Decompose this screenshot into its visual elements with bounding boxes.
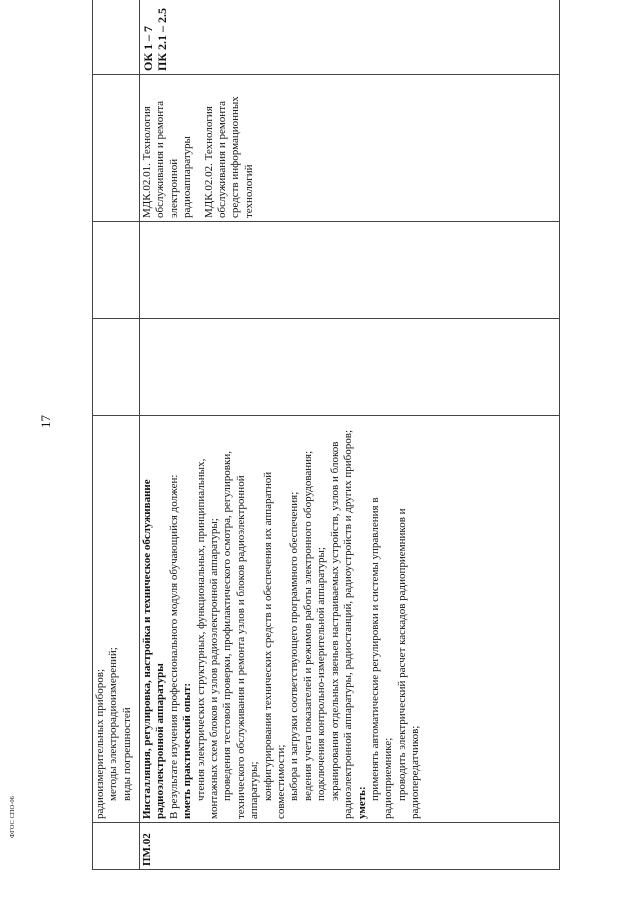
competency-cell (140, 0, 560, 75)
module-content-cell (140, 416, 560, 823)
rotated-table-container (92, 7, 560, 870)
table-row (140, 0, 560, 870)
empty-cell (140, 222, 560, 319)
practice-item: выбора и загрузки соответствующего программного обеспечения; (288, 491, 301, 801)
skills-item: применять автоматические регулировки и системы управления в радиоприемнике; (368, 497, 395, 819)
footer: ФГОС СПО-06 (9, 796, 16, 838)
content-cell (93, 416, 140, 823)
skills-heading: уметь: (355, 786, 368, 819)
practice-item: чтения электрических структурных, функциональных, принципиальных, монтажных схем блоков и узлов радиоэлектронной аппаратуры; (194, 458, 221, 819)
practice-heading: иметь практический опыт: (181, 682, 194, 819)
practice-item: подключения контрольно-измерительной аппаратуры; (315, 547, 328, 801)
empty-cell (93, 75, 140, 222)
skills-item: проводить электрический расчет каскадов радиоприемников и радиопередатчиков; (395, 508, 422, 819)
content-line: методы электрорадиоизмерений; (107, 647, 120, 801)
mdk-cell (140, 75, 560, 222)
competency-item: ПК 2.1 – 2.5 (155, 7, 169, 71)
content-line: радиоизмерительных приборов; (94, 668, 106, 819)
page-number: 17 (38, 415, 53, 428)
practice-item: экранирования отдельных звеньев настраиваемых устройств, узлов и блоков радиоэлектронной аппаратуры, радиостанций, радиоустройств и других приборов; (328, 429, 355, 819)
practice-item: конфигурирования технических средств и обеспечения их аппаратной совместимости; (261, 471, 288, 819)
content-line: виды погрешностей (120, 707, 133, 801)
empty-cell (93, 222, 140, 319)
module-code: ПМ.02 (140, 823, 560, 870)
empty-cell (140, 319, 560, 416)
module-intro: В результате изучения профессионального модуля обучающийся должен: (167, 474, 180, 819)
table-row (93, 0, 140, 870)
practice-item: ведения учета показателей и режимов работы электронного оборудования; (301, 450, 314, 801)
competency-item: ОК 1 – 7 (141, 25, 155, 71)
code-cell (93, 823, 140, 870)
empty-cell (93, 0, 140, 75)
empty-cell (93, 319, 140, 416)
practice-item: проведения тестовой проверки, профилактического осмотра, регулировки, технического обслуживания и ремонта узлов и блоков радиоэлектронной аппаратуры; (221, 451, 261, 819)
mdk-item: МДК.02.02. Технология обслуживания и ремонта средств информационных технологий (202, 96, 255, 218)
curriculum-table (92, 0, 560, 870)
module-title: Инсталляция, регулировка, настройка и техническое обслуживание радиоэлектронной аппаратуры (141, 479, 167, 819)
mdk-item: МДК.02.01. Технология обслуживания и ремонта электронной радиоаппаратуры (141, 100, 194, 218)
